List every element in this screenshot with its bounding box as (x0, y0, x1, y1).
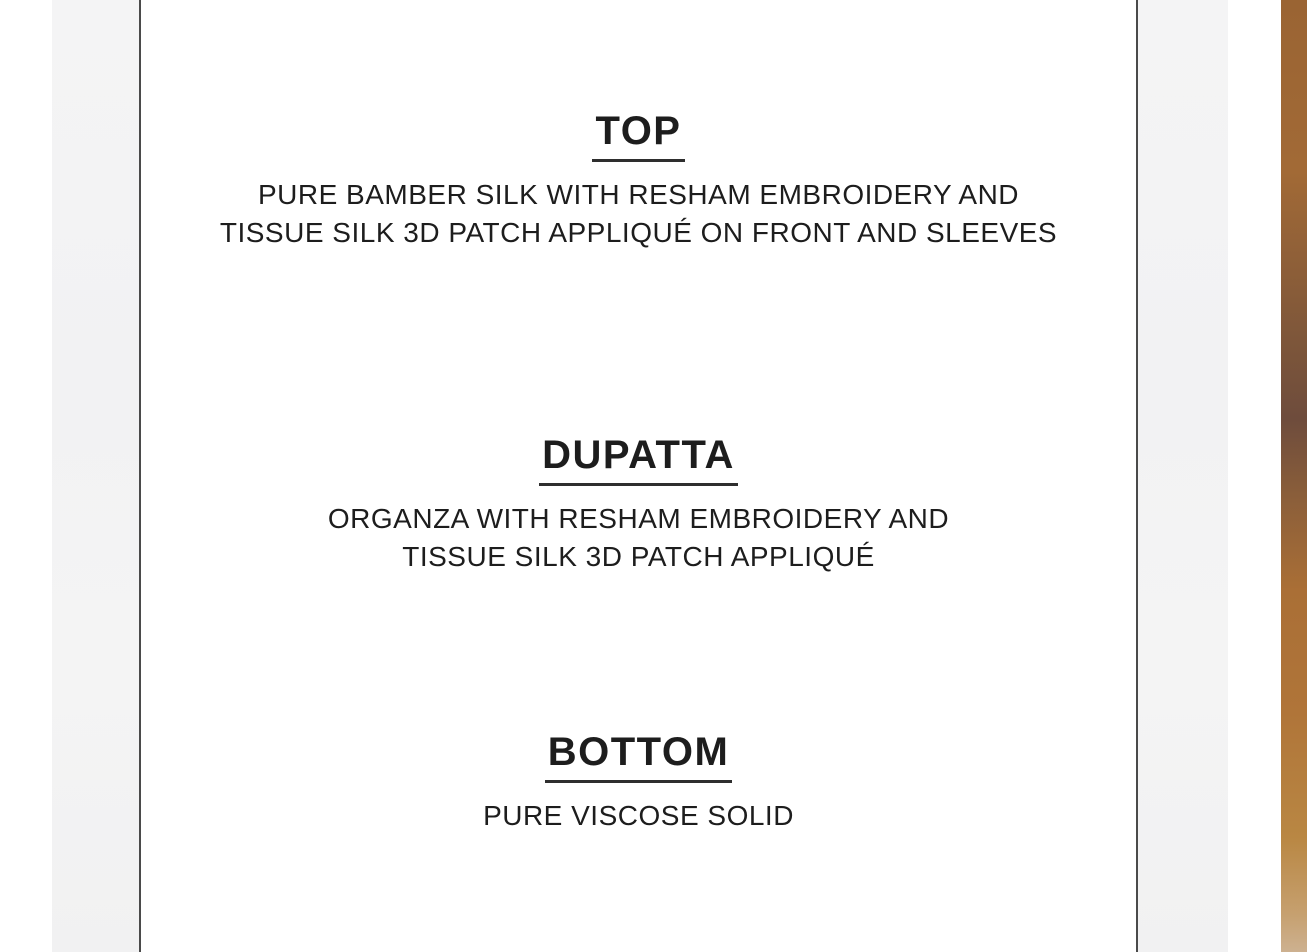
section-top-line-1: PURE BAMBER SILK WITH RESHAM EMBROIDERY AND (257, 179, 1020, 210)
right-paper-strip (1138, 0, 1228, 952)
section-top-line-2: TISSUE SILK 3D PATCH APPLIQUÉ ON FRONT AND SLEEVES (219, 217, 1058, 248)
section-top (141, 110, 1136, 252)
section-heading-bottom: BOTTOM (545, 731, 733, 783)
section-bottom-line-1: PURE VISCOSE SOLID (483, 800, 794, 831)
section-dupatta-body (141, 500, 1136, 576)
section-dupatta-line-1: ORGANZA WITH RESHAM EMBROIDERY AND (327, 503, 950, 534)
left-paper-strip (52, 0, 139, 952)
section-heading-top: TOP (592, 110, 684, 162)
section-dupatta (141, 434, 1136, 576)
section-bottom (141, 731, 1136, 835)
fabric-description-card (141, 0, 1136, 952)
section-heading-dupatta: DUPATTA (539, 434, 738, 486)
section-bottom-body (141, 797, 1136, 835)
section-top-body (141, 176, 1136, 252)
section-dupatta-line-2: TISSUE SILK 3D PATCH APPLIQUÉ (402, 541, 875, 572)
wood-texture-strip (1281, 0, 1307, 952)
